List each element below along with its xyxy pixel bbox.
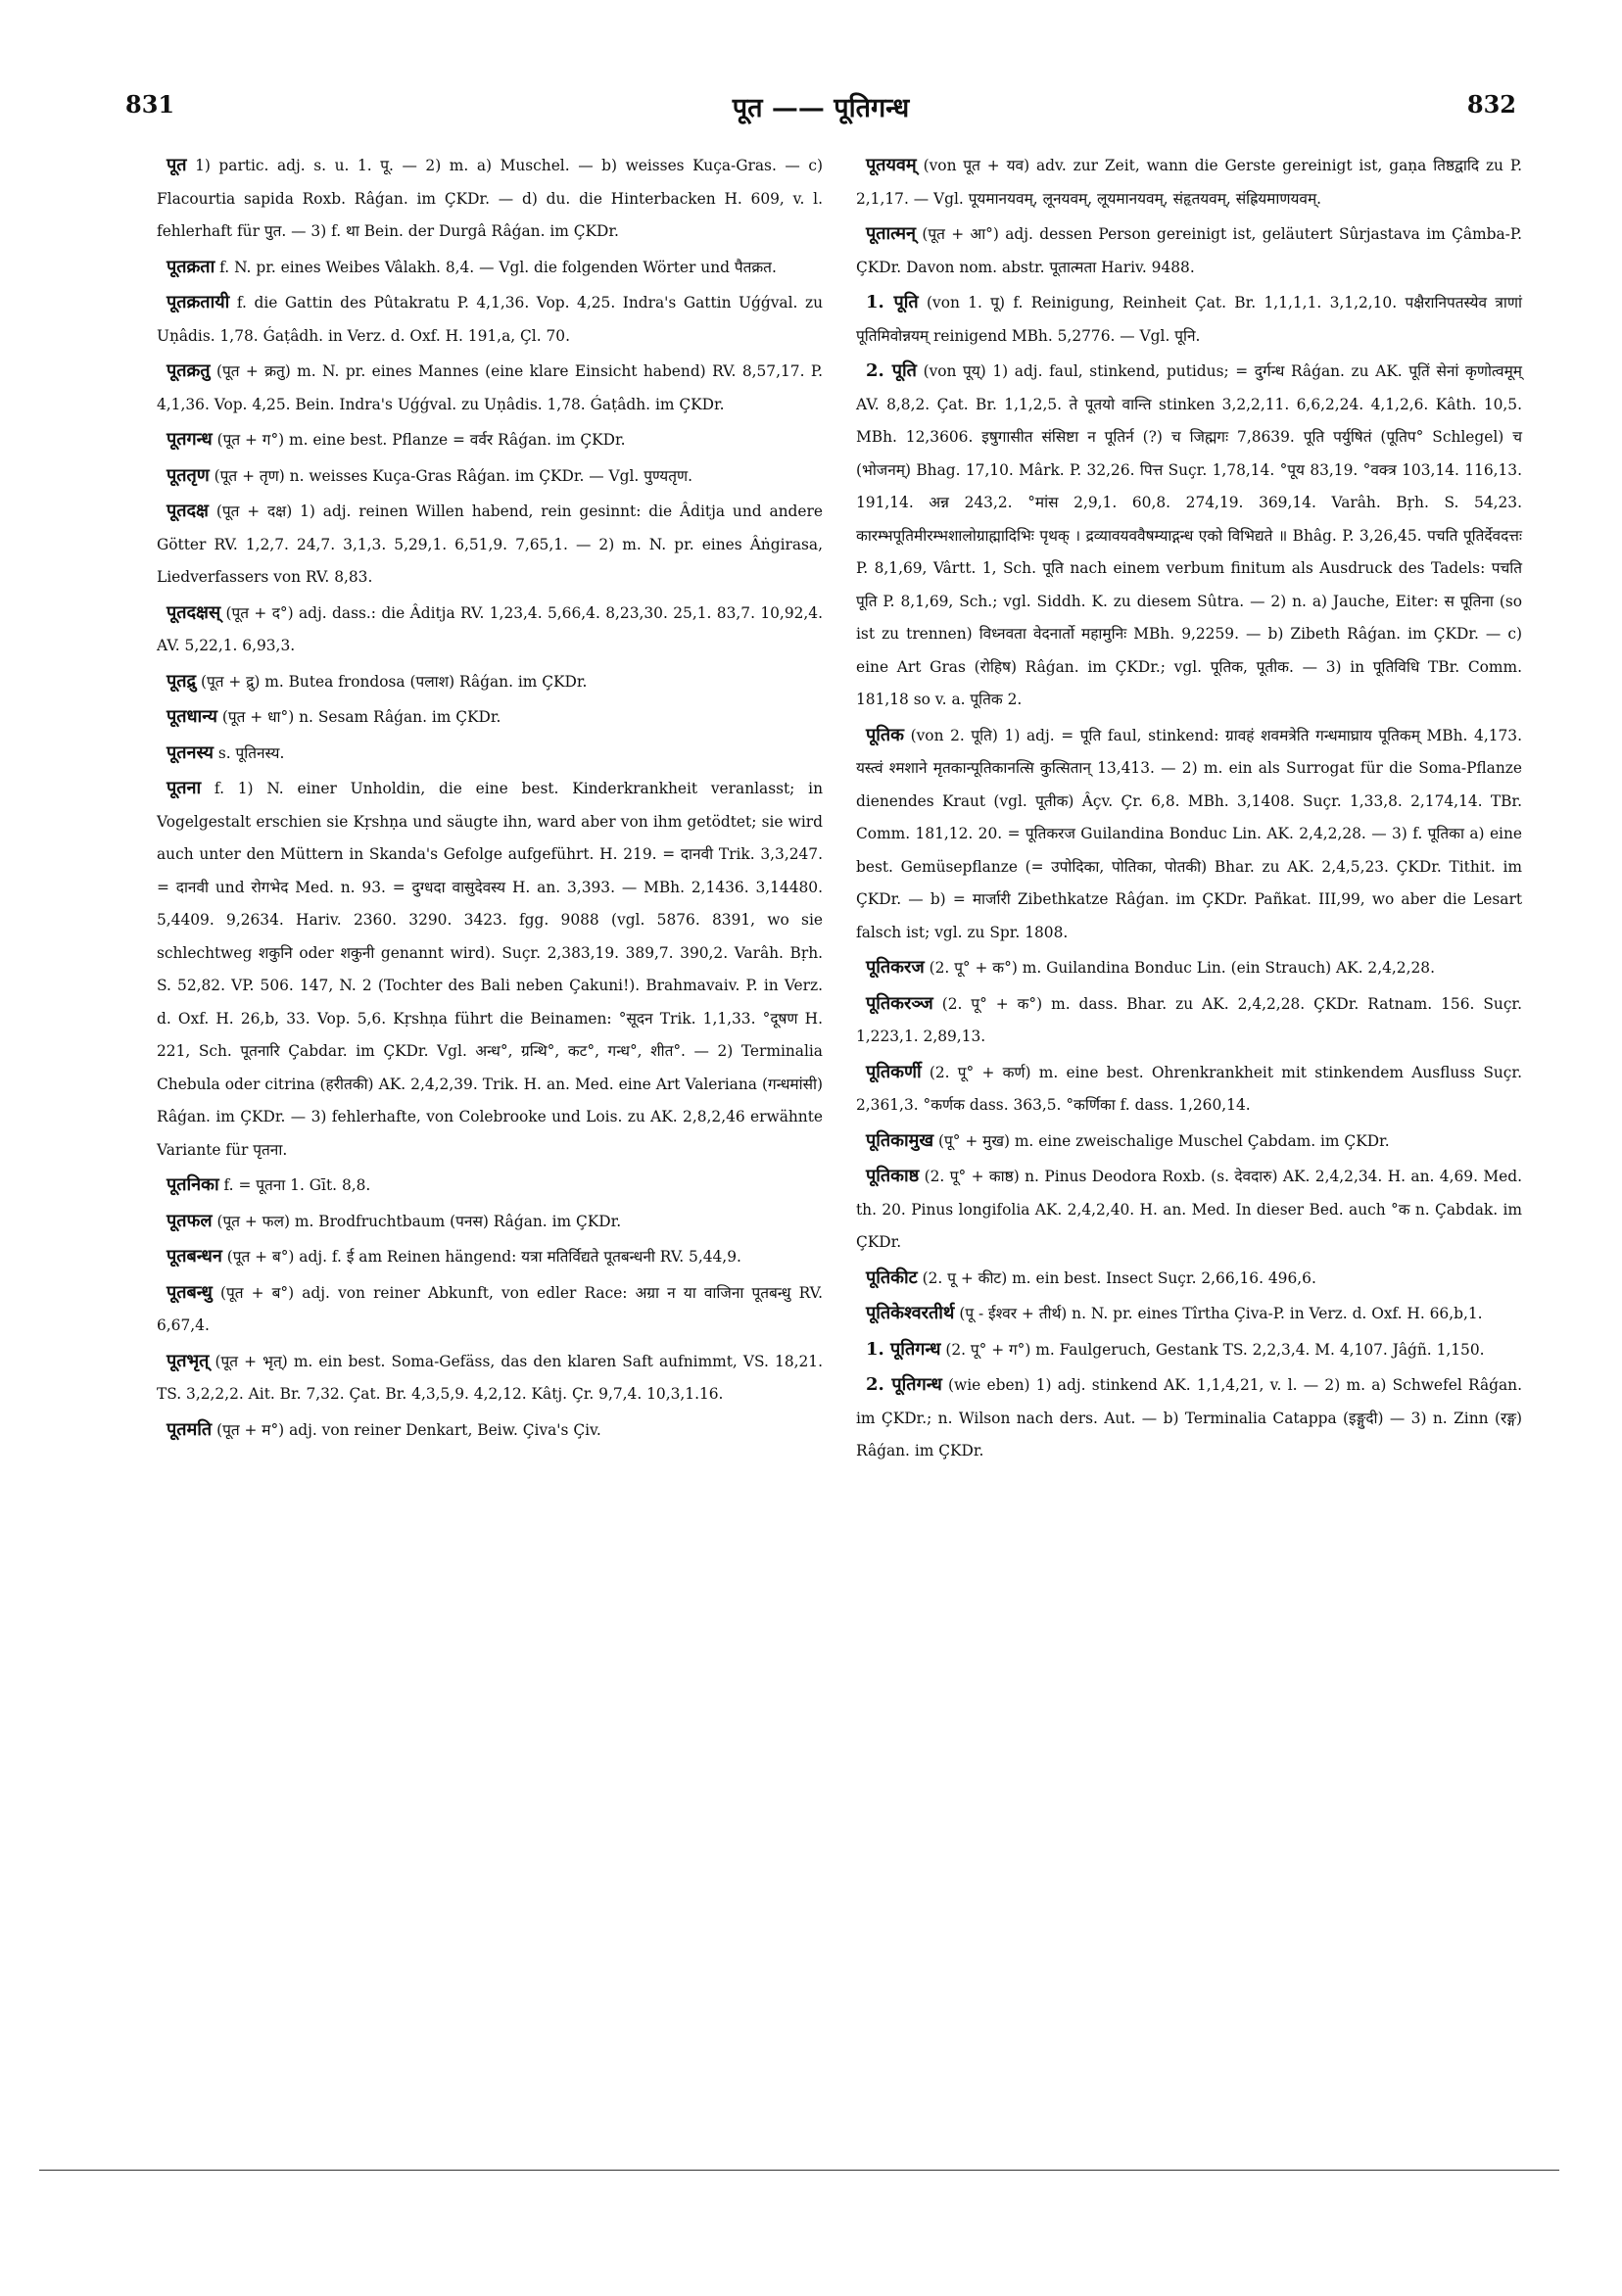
page-title: पूत —— पूतिगन्ध [732, 93, 910, 123]
entry-definition: (पूत + तृण) n. weisses Kuça-Gras Râǵan. im ÇKDr. — Vgl. पुण्यतृण. [214, 466, 692, 485]
dictionary-entry [856, 987, 1522, 1054]
entry-headword: पूतफल [167, 1210, 213, 1231]
entry-headword: पूतिकामुख [866, 1129, 934, 1151]
dictionary-entry [856, 1056, 1522, 1123]
entry-definition: (पूत + ब°) adj. von reiner Abkunft, von edler Race: अग्रा न या वाजिना पूतबन्धु RV. 6,67,4. [157, 1283, 823, 1334]
entry-definition: (पूत + दक्ष) 1) adj. reinen Willen habend, rein gesinnt: die Âditja und andere Götter RV. 1,2,7. 24,7. 3,1,3. 5,29,1. 6,51,9. 7,65,1. — 2) m. N. pr. eines Âṅgirasa, Liedverfassers von RV. 8,83. [157, 502, 823, 586]
entry-definition: (पूत + म°) adj. von reiner Denkart, Beiw. Çiva's Çiv. [216, 1420, 601, 1439]
dictionary-entry [157, 459, 823, 494]
entry-definition: (पूत + क्रतु) m. N. pr. eines Mannes (eine klare Einsicht habend) RV. 8,57,17. P. 4,1,36. Vop. 4,25. Bein. Indra's Uǵǵval. zu Uṇâdis. 1,78. Ǵaṭâdh. im ÇKDr. [157, 362, 823, 413]
dictionary-entry [856, 1262, 1522, 1296]
entry-definition: f. 1) N. einer Unholdin, die eine best. Kinderkrankheit veranlasst; in Vogelgestalt erschien sie Kṛshṇa und säugte ihn, ward aber von ihm getödtet; sie wird auch unter den Müttern in Skanda's Gefolge aufgeführt. H. 219. = दानवी Trik. 3,3,247. = दानवी und रोगभेद Med. n. 93. = दुग्धदा वासुदेवस्य H. an. 3,393. — MBh. 2,1436. 3,14480. 5,4409. 9,2634. Hariv. 2360. 3290. 3423. fgg. 9088 (vgl. 5876. 8391, wo sie schlechtweg शकुनि oder शकुनी genannt wird). Suçr. 2,383,19. 389,7. 390,2. Varâh. Bṛh. S. 52,82. VP. 506. 147, N. 2 (Tochter des Bali neben Çakuni!). Brahmavaiv. P. in Verz. d. Oxf. H. 26,b, 33. Vop. 5,6. Kṛshṇa führt die Beinamen: °सूदन Trik. 1,1,33. °दूषण H. 221, Sch. पूतनारि Çabdar. im ÇKDr. Vgl. अन्ध°, ग्रन्थि°, कट°, गन्ध°, शीत°. — 2) Terminalia Chebula oder citrina (हरीतकी) AK. 2,4,2,39. Trik. H. an. Med. eine Art Valeriana (गन्धमांसी) Râǵan. im ÇKDr. — 3) fehlerhafte, von Colebrooke und Lois. zu AK. 2,8,2,46 erwähnte Variante für पृतना. [157, 780, 823, 1159]
entry-headword: पूतक्रतु [167, 360, 211, 381]
entry-definition: s. पूतिनस्य. [217, 743, 285, 762]
dictionary-entry [856, 1124, 1522, 1159]
entry-definition: f. = पूतना 1. Gīt. 8,8. [223, 1176, 371, 1194]
dictionary-entry [157, 700, 823, 735]
entry-headword: पूतदक्ष [167, 501, 209, 521]
dictionary-entry [157, 1276, 823, 1343]
entry-headword: पूतद्रु [167, 670, 197, 692]
dictionary-entry [856, 217, 1522, 284]
entry-headword: 1. पूति [866, 292, 919, 312]
entry-definition: (von 2. पूति) 1) adj. = पूति faul, stinkend: ग्रावहं शवमत्रेति गन्धमाघ्राय पूतिकम् MBh. 4,173. यस्त्वं श्मशाने मृतकान्पूतिकानत्सि कुत्सितान् 13,413. — 2) m. ein als Surrogat für die Soma-Pflanze dienendes Kraut (vgl. पूतीक) Âçv. Çr. 6,8. MBh. 3,1408. Suçr. 1,33,8. 2,174,14. TBr. Comm. 181,12. 20. = पूतिकरज Guilandina Bonduc Lin. AK. 2,4,2,28. — 3) f. पूतिका a) eine best. Gemüsepflanze (= उपोदिका, पोतिका, पोतकी) Bhar. zu AK. 2,4,5,23. ÇKDr. Tithit. im ÇKDr. — b) = मार्जारी Zibethkatze Râǵan. im ÇKDr. Pañkat. III,99, wo aber die Lesart falsch ist; vgl. zu Spr. 1808. [856, 726, 1522, 941]
entry-definition: f. die Gattin des Pûtakratu P. 4,1,36. Vop. 4,25. Indra's Gattin Uǵǵval. zu Uṇâdis. 1,78. Ǵaṭâdh. in Verz. d. Oxf. H. 191,a, Çl. 70. [157, 294, 823, 345]
entry-headword: पूतिकीट [866, 1267, 918, 1288]
entry-definition: (2. पू + कीट) m. ein best. Insect Suçr. 2,66,16. 496,6. [922, 1268, 1316, 1287]
dictionary-entry [856, 355, 1522, 717]
entry-headword: पूतभृत् [167, 1350, 210, 1371]
dictionary-entry [157, 1169, 823, 1203]
entry-headword: 2. पूतिगन्ध [866, 1374, 942, 1395]
entry-definition: (पूत + द°) adj. dass.: die Âditja RV. 1,23,4. 5,66,4. 8,23,30. 25,1. 83,7. 10,92,4. AV. 5,22,1. 6,93,3. [157, 603, 823, 654]
entry-definition: (2. पू° + ग°) m. Faulgeruch, Gestank TS. 2,2,3,4. M. 4,107. Jâǵñ. 1,150. [945, 1340, 1485, 1359]
dictionary-entry [856, 1160, 1522, 1260]
entry-definition: (पूत + धा°) n. Sesam Râǵan. im ÇKDr. [221, 708, 501, 726]
dictionary-entry [157, 1413, 823, 1448]
entry-headword: पूततृण [167, 464, 210, 486]
dictionary-entry [157, 665, 823, 699]
entry-headword: 2. पूति [866, 360, 917, 381]
entry-headword: पूतनस्य [167, 741, 214, 763]
dictionary-entry [157, 251, 823, 285]
entry-definition: (पूत + भृत्) m. ein best. Soma-Gefäss, das den klaren Saft aufnimmt, VS. 18,21. TS. 3,2,2,2. Ait. Br. 7,32. Çat. Br. 4,3,5,9. 4,2,12. Kâtj. Çr. 9,7,4. 10,3,1.16. [157, 1352, 823, 1403]
entry-headword: पूतबन्धन [167, 1246, 222, 1267]
entry-definition: (von पूत + यव) adv. zur Zeit, wann die Gerste gereinigt ist, gaṇa तिष्ठद्वादि zu P. 2,1,17. — Vgl. पूयमानयवम्, लूनयवम्, लूयमानयवम्, संहृतयवम्, संह्रियमाणयवम्. [856, 157, 1522, 208]
entry-headword: पूतदक्षस् [167, 601, 221, 623]
entry-headword: पूतिकेश्वरतीर्थ [866, 1303, 955, 1323]
dictionary-entry [157, 1205, 823, 1239]
dictionary-entry [157, 286, 823, 353]
dictionary-entry [157, 495, 823, 595]
entry-definition: (पूत + आ°) adj. dessen Person gereinigt ist, geläutert Sûrjastava im Çâmba-P. ÇKDr. Davon nom. abstr. पूतात्मता Hariv. 9488. [856, 225, 1522, 276]
entry-definition: (पूत + फल) m. Brodfruchtbaum (पनस) Râǵan. im ÇKDr. [216, 1212, 622, 1230]
dictionary-entry [157, 737, 823, 771]
page-header [125, 90, 1516, 129]
entry-definition: (2. पू° + क°) m. Guilandina Bonduc Lin. (ein Strauch) AK. 2,4,2,28. [929, 959, 1435, 977]
left-column [157, 149, 823, 1449]
entry-definition: (पू° + मुख) m. eine zweischalige Muschel Çabdam. im ÇKDr. [938, 1131, 1390, 1150]
dictionary-entry [157, 1345, 823, 1411]
entry-definition: (2. पू° + काष्ठ) n. Pinus Deodora Roxb. (s. देवदारु) AK. 2,4,2,34. H. an. 4,69. Med. th. 20. Pinus longifolia AK. 2,4,2,40. H. an. Med. In dieser Bed. auch °क n. Çabdak. im ÇKDr. [856, 1168, 1522, 1251]
left-page-number: 831 [125, 90, 175, 119]
entry-definition: (पूत + ग°) m. eine best. Pflanze = वर्वर Râǵan. im ÇKDr. [216, 431, 626, 449]
dictionary-entry [856, 1333, 1522, 1367]
dictionary-entry [157, 1240, 823, 1274]
dictionary-entry [157, 772, 823, 1167]
entry-headword: पूतक्रता [167, 256, 215, 277]
entry-definition: 1) partic. adj. s. u. 1. पू. — 2) m. a) Muschel. — b) weisses Kuça-Gras. — c) Flacourtia sapida Roxb. Râǵan. im ÇKDr. — d) du. die Hinterbacken H. 609, v. l. fehlerhaft für पुत. — 3) f. था Bein. der Durgâ Râǵan. im ÇKDr. [157, 157, 823, 240]
entry-definition: (wie eben) 1) adj. stinkend AK. 1,1,4,21, v. l. — 2) m. a) Schwefel Râǵan. im ÇKDr.; n. Wilson nach ders. Aut. — b) Terminalia Catappa (इङ्गुदी) — 3) n. Zinn (रङ्ग) Râǵan. im ÇKDr. [856, 1376, 1522, 1459]
dictionary-entry [157, 597, 823, 663]
entry-headword: पूतिक [866, 724, 904, 745]
dictionary-entry [157, 355, 823, 421]
entry-headword: 1. पूतिगन्ध [866, 1338, 941, 1360]
entry-headword: पूतात्मन् [866, 223, 916, 244]
dictionary-entry [856, 1368, 1522, 1468]
dictionary-entry [856, 149, 1522, 215]
entry-headword: पूतधान्य [167, 706, 217, 727]
entry-headword: पूतमति [167, 1418, 213, 1440]
entry-headword: पूत [167, 155, 187, 175]
dictionary-entry [856, 286, 1522, 353]
entry-definition: (von 1. पू) f. Reinigung, Reinheit Çat. Br. 1,1,1,1. 3,1,2,10. पक्षैरानिपतस्येव त्राणां पूतिमिवोन्नयम् reinigend MBh. 5,2776. — Vgl. पूनि. [856, 294, 1522, 345]
dictionary-entry [157, 423, 823, 457]
entry-definition: (2. पू° + क°) m. dass. Bhar. zu AK. 2,4,2,28. ÇKDr. Ratnam. 156. Suçr. 1,223,1. 2,89,13. [856, 994, 1522, 1045]
entry-definition: (2. पू° + कर्ण) m. eine best. Ohrenkrankheit mit stinkendem Ausfluss Suçr. 2,361,3. °कर्णक dass. 363,5. °कर्णिका f. dass. 1,260,14. [856, 1063, 1522, 1114]
entry-headword: पूतना [167, 778, 202, 798]
entry-definition: (von पूय्) 1) adj. faul, stinkend, putidus; = दुर्गन्ध Râǵan. zu AK. पूतिं सेनां कृणोत्वमूम् AV. 8,8,2. Çat. Br. 1,1,2,5. ते पूतयो वान्ति stinken 3,2,2,11. 6,6,2,24. 4,1,2,6. Kâth. 10,5. MBh. 12,3606. इषुगासीत संसिष्टा न पूतिर्न (?) च जिह्मगः 7,8639. पूति पर्युषितं (पूतिप° Schlegel) च (भोजनम्) Bhag. 17,10. Mârk. P. 32,26. पित्त Suçr. 1,78,14. °पूय 83,19. °वक्त्र 103,14. 116,13. 191,14. अन्न 243,2. °मांस 2,9,1. 60,8. 274,19. 369,14. Varâh. Bṛh. S. 54,23. कारम्भपूतिमीरम्भशालोग्राह्मादिभिः पृथक् । द्रव्यावयववैषम्याद्गन्ध एको विभिद्यते ॥ Bhâg. P. 3,26,45. पचति पूतिर्देवदत्तः P. 8,1,69, Vârtt. 1, Sch. पूति nach einem verbum finitum als Ausdruck des Tadels: पचति पूति P. 8,1,69, Sch.; vgl. Siddh. K. zu diesem Sûtra. — 2) n. a) Jauche, Eiter: स पूतिना (so ist zu trennen) विध्नवता वेदनार्तो महामुनिः MBh. 9,2259. — b) Zibeth Râǵan. im ÇKDr. — c) eine Art Gras (रोहिष) Râǵan. im ÇKDr.; vgl. पूतिक, पूतीक. — 3) in पूतिविधि TBr. Comm. 181,18 so v. a. पूतिक 2. [856, 362, 1522, 708]
dictionary-entry [157, 149, 823, 249]
entry-headword: पूतिकर्णी [866, 1061, 922, 1082]
dictionary-entry [856, 719, 1522, 950]
entry-headword: पूतिकरज [866, 957, 925, 978]
entry-headword: पूतक्रतायी [167, 292, 230, 312]
entry-headword: पूतगन्ध [167, 429, 213, 450]
right-page-number: 832 [1466, 90, 1516, 119]
entry-headword: पूतिकरञ्ज [866, 992, 933, 1014]
dictionary-entry [856, 951, 1522, 985]
entry-definition: f. N. pr. eines Weibes Vâlakh. 8,4. — Vgl. die folgenden Wörter und पैतक्रत. [219, 258, 777, 276]
entry-definition: (पूत + द्रु) m. Butea frondosa (पलाश) Râǵan. im ÇKDr. [200, 672, 588, 691]
entry-definition: (पूत + ब°) adj. f. ई am Reinen hängend: यत्रा मतिर्विद्यते पूतबन्धनी RV. 5,44,9. [226, 1248, 741, 1266]
entry-headword: पूतिकाष्ठ [866, 1166, 920, 1186]
footer-rule [39, 2170, 1559, 2171]
entry-headword: पूतनिका [167, 1174, 219, 1195]
entry-headword: पूतबन्धु [167, 1281, 213, 1303]
entry-definition: (पू - ईश्वर + तीर्थ) n. N. pr. eines Tîrtha Çiva-P. in Verz. d. Oxf. H. 66,b,1. [959, 1305, 1483, 1322]
entry-headword: पूतयवम् [866, 155, 917, 175]
right-column [856, 149, 1522, 1470]
dictionary-entry [856, 1297, 1522, 1331]
